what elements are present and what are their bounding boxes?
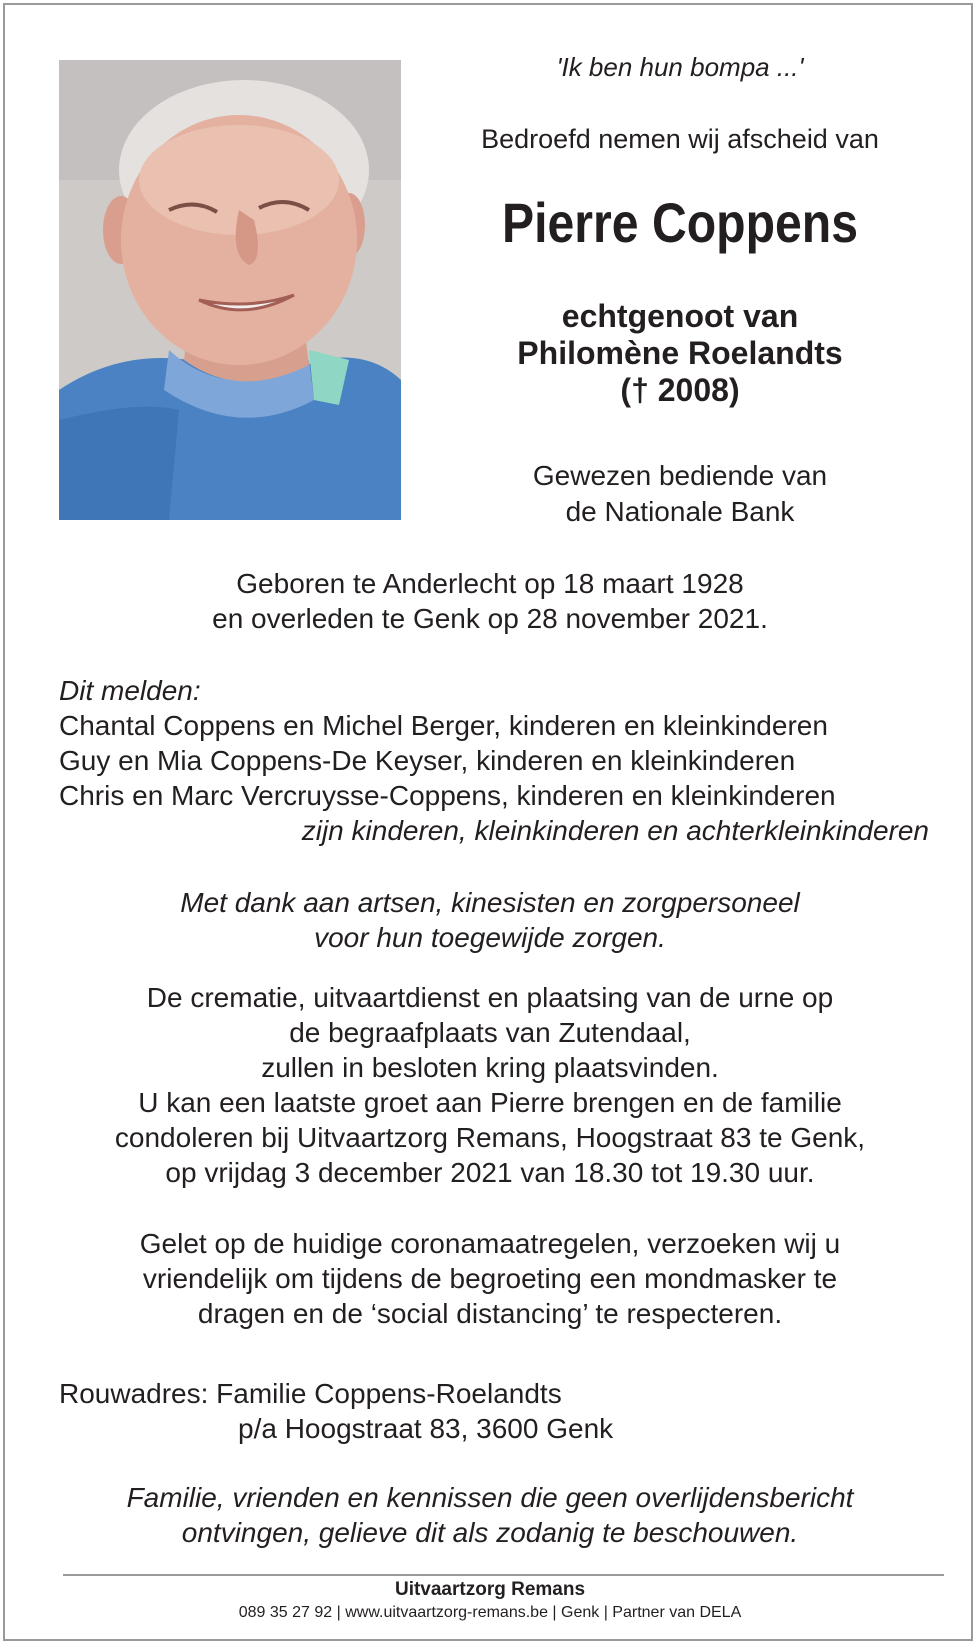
- spouse-block: [420, 298, 940, 409]
- footer-divider: [63, 1574, 944, 1576]
- job-block: [420, 458, 940, 530]
- deceased-name: Pierre Coppens: [502, 191, 858, 254]
- portrait-photo: [59, 60, 401, 520]
- job-line-2: de Nationale Bank: [565, 496, 795, 527]
- address-line-2: p/a Hoogstraat 83, 3600 Genk: [238, 1413, 614, 1444]
- quote: 'Ik ben hun bompa ...': [556, 52, 804, 82]
- notice-block: [0, 1480, 980, 1550]
- corona-line: vriendelijk om tijdens de begroeting een mondmasker te: [142, 1263, 838, 1294]
- corona-block: [0, 1226, 980, 1331]
- portrait-illustration: [59, 60, 401, 520]
- ceremony-line: de begraafplaats van Zutendaal,: [289, 1017, 691, 1048]
- family-heading: Dit melden:: [59, 675, 201, 706]
- job-line-1: Gewezen bediende van: [532, 460, 828, 491]
- ceremony-block: [0, 980, 980, 1190]
- family-member: Chantal Coppens en Michel Berger, kinderen en kleinkinderen: [59, 710, 828, 741]
- footer-details: 089 35 27 92 | www.uitvaartzorg-remans.be | Genk | Partner van DELA: [238, 1604, 742, 1621]
- ceremony-line: De crematie, uitvaartdienst en plaatsing van de urne op: [146, 982, 834, 1013]
- notice-line-1: Familie, vrienden en kennissen die geen overlijdensbericht: [126, 1482, 854, 1513]
- corona-line: Gelet op de huidige coronamaatregelen, verzoeken wij u: [139, 1228, 841, 1259]
- thanks-line-1: Met dank aan artsen, kinesisten en zorgpersoneel: [180, 887, 800, 918]
- ceremony-line: condoleren bij Uitvaartzorg Remans, Hoogstraat 83 te Genk,: [114, 1122, 866, 1153]
- ceremony-line: U kan een laatste groet aan Pierre brengen en de familie: [138, 1087, 842, 1118]
- notice-line-2: ontvingen, gelieve dit als zodanig te beschouwen.: [181, 1517, 799, 1548]
- family-block: [59, 673, 929, 848]
- spouse-line-2: Philomène Roelandts: [517, 335, 843, 371]
- footer-company: Uitvaartzorg Remans: [394, 1579, 586, 1600]
- thanks-line-2: voor hun toegewijde zorgen.: [314, 922, 666, 953]
- thanks-block: [0, 885, 980, 955]
- ceremony-line: zullen in besloten kring plaatsvinden.: [261, 1052, 719, 1083]
- birth-death-block: [0, 566, 980, 636]
- death-line: en overleden te Genk op 28 november 2021.: [212, 603, 768, 634]
- spouse-line-3: († 2008): [620, 372, 740, 408]
- spouse-line-1: echtgenoot van: [561, 298, 799, 334]
- family-closing: zijn kinderen, kleinkinderen en achterkleinkinderen: [301, 815, 929, 846]
- intro-text: Bedroefd nemen wij afscheid van: [481, 124, 879, 154]
- corona-line: dragen en de ‘social distancing’ te respecteren.: [197, 1298, 783, 1329]
- birth-line: Geboren te Anderlecht op 18 maart 1928: [236, 568, 744, 599]
- family-member: Guy en Mia Coppens-De Keyser, kinderen en kleinkinderen: [59, 745, 796, 776]
- ceremony-line: op vrijdag 3 december 2021 van 18.30 tot 19.30 uur.: [165, 1157, 815, 1188]
- address-line-1: Rouwadres: Familie Coppens-Roelandts: [59, 1378, 562, 1409]
- family-member: Chris en Marc Vercruysse-Coppens, kinderen en kleinkinderen: [59, 780, 836, 811]
- address-block: [59, 1376, 929, 1446]
